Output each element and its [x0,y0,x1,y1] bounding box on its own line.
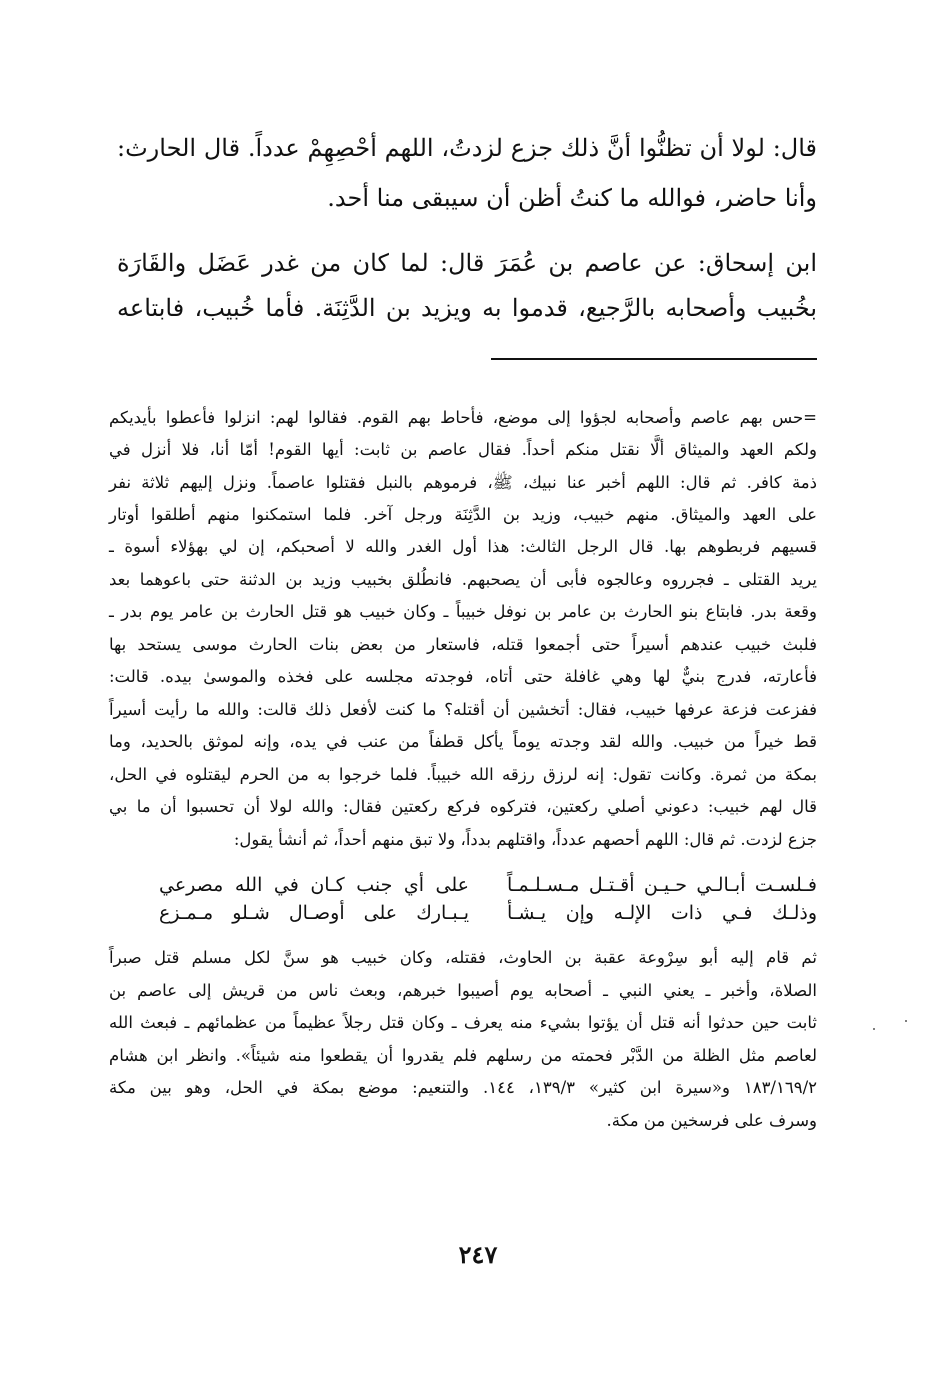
footnote-separator [491,358,817,360]
main-text-line: بخُبيب وأصحابه بالرَّجيع، قدموا به ويزيد بن الدَّثِنَة. فأما خُبيب، فابتاعه [117,294,817,322]
verse-hemistich-first: وذلـك فـي ذات الإلـه وإن يـشـأ [507,902,817,924]
footnote-line: ففزعت فزعة عرفها خبيب، فقال: أتخشين أن أقتله؟ ما كنت لأفعل ذلك قالت: والله ما رأيت أسيراً [109,700,817,719]
footnote-line: جزع لزدت. ثم قال: اللهم أحصهم عدداً، واقتلهم بدداً، ولا تبق منهم أحداً، ثم أنشأ يقول: [233,830,817,849]
verse-hemistich-first: فـلسـت أبـالـي حـيـن أقـتـل مـسـلـمـاً [507,874,817,896]
footnote-line: ولكم العهد والميثاق ألَّا نقتل منكم أحداً. فقال عاصم بن ثابت: أيها القوم! أمّا أنا، فلا أنزل في [109,440,817,459]
footnote-line: بمكة من ثمرة. وكانت تقول: إنه لرزق رزقه الله خبيباً. فلما خرجوا به من الحرم ليقتلوه في الحل، [109,765,817,784]
footnote-line: فلبث خبيب عندهم أسيراً حتى أجمعوا قتله، فاستعار من بعض بنات الحارث موسى يستحد بها [109,635,817,654]
verse-hemistich-second: على أي جنب كـان في الله مصرعي [159,874,469,896]
main-text-line: قال: لولا أن تظنُّوا أنَّ ذلك جزع لزدتُ، اللهم أحْصِهِمْ عدداً. قال الحارث: [117,134,817,162]
footnote-line: ١٨٣/١٦٩/٢ و«سيرة ابن كثير» ١٣٩/٣، ١٤٤. والتنعيم: موضع بمكة في الحل، وهو بين مكة [109,1078,817,1097]
footnote-line: ثابت حين حدثوا أنه قتل أن يؤتوا بشيء منه يعرف ـ وكان قتل رجلاً عظيماً من عظمائهم ـ فبعث الله [109,1013,817,1032]
footnote-line: الصلاة، وأخبر ـ يعني النبي ـ أصحابه يوم أصيبوا خبرهم، وبعث ناس من قريش إلى عاصم بن [109,981,817,1000]
footnote-line: قط خيراً من خبيب. والله لقد وجدته يوماً يأكل قطفاً من عنب في يده، وإنه لموثق بالحديد، وما [109,732,817,751]
footnote-line: فأعارته، فدرج بنيٌّ لها وهي غافلة حتى أتاه، فوجدته مجلسه على فخذه والموسىٰ بيده. قالت: [109,667,817,686]
footnote-line: لعاصم مثل الظلة من الدَّبْر فحمته من رسلهم فلم يقدروا أن يقطعوا منه شيئاً». وانظر ابن هشام [109,1046,817,1065]
main-text-line: ابن إسحاق: عن عاصم بن عُمَرَ قال: لما كان من غدر عَضَل والقَارَة [117,249,817,277]
footnote-line: يريد القتلى ـ فجرروه وعالجوه فأبى أن يصحبهم. فانطُلق بخبيب وزيد بن الدثنة حتى باعوهما بعد [109,570,817,589]
footnote-line: ذمة كافر. ثم قال: اللهم أخبر عنا نبيك، ﷺ، فرموهم بالنبل فقتلوا عاصماً. ونزل إليهم ثلاثة نفر [109,473,817,492]
page-number: ٢٤٧ [458,1240,498,1269]
verse-hemistich-second: يـبـارك على أوصـال شـلو مـمـزع [159,902,469,924]
footnote-line: قسيهم فربطوهم بها. قال الرجل الثالث: هذا أول الغدر والله لا أصحبكم، إن لي بهؤلاء أسوة ـ [109,537,817,556]
scan-speck [873,1028,875,1030]
footnote-line: وقعة بدر. فابتاع بنو الحارث بن عامر بن نوفل خبيباً ـ وكان خبيب هو قتل الحارث بن عامر يوم بدر ـ [109,602,817,621]
main-text-line: وأنا حاضر، فوالله ما كنتُ أظن أن سيبقى منا أحد. [327,184,817,212]
footnote-line: =حس بهم عاصم وأصحابه لجؤوا إلى موضع، فأحاط بهم القوم. فقالوا لهم: انزلوا فأعطوا بأيديكم [109,408,817,427]
footnote-line: قال لهم خبيب: دعوني أصلي ركعتين، فتركوه فركع ركعتين فقال: والله لولا أن تحسبوا أن ما بي [109,797,817,816]
scan-speck [905,1020,907,1022]
footnote-line: ثم قام إليه أبو سِرْوعة عقبة بن الحاوث، فقتله، وكان خبيب هو سنَّ لكل مسلم قتل صبراً [109,948,817,967]
footnote-line: على العهد والميثاق. منهم خبيب، وزيد بن الدَّثِنَة ورجل آخر. فلما استمكنوا منهم أطلقوا أوتار [109,505,817,524]
footnote-line: وسرف على فرسخين من مكة. [606,1111,817,1130]
